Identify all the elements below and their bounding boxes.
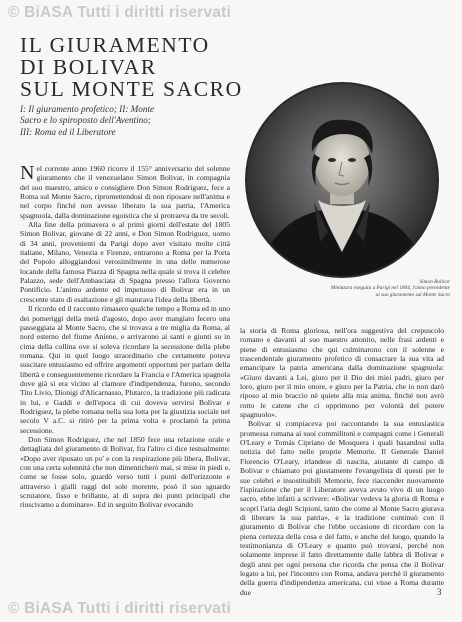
subtitle-line: I: Il giuramento profetico; II: Monte (20, 104, 155, 114)
paragraph: Alla fine della primavera o al primi giorni dell'estate del 1805 Simon Bolivar, giovane di 22 anni, e Don Simon Rodriguez, uomo di 34 anni, provenienti da Parigi dopo aver visitato molte città italiane, Milano, Venezia e Firenze, entrarono a Roma per la Porta del Popolo alloggiandosi verosimilmente in una delle numerose locande della famosa Piazza di Spagna nella quale si trova il celebre Palazzo, sede dell'Ambasciata di Spagna presso l'allora Governo Pontificio. L'animo ardente ed impetuoso di Bolivar era in un crescente stato di esaltazione e gli maturava l'idea della libertà. (20, 220, 230, 304)
subtitle-line: III: Roma ed il Liberatore (20, 126, 116, 137)
drop-cap: N (20, 162, 35, 184)
paragraph-text: el corrente anno 1960 ricorre il 155° anniversario del solenne giuramento che il venezuelano Simon Bolivar, in compagnia del suo maestro, amico e consigliere Don Simon Rodriguez, fece a Roma sul Monte Sacro, ripromettendosi di non riposare nell'anima e nel corpo finché non avesse liberato la sua patria, l'America spagnuola, dalla dominazione egoistica che si protraeva da tre secoli. (20, 164, 230, 220)
portrait-miniature-image (244, 82, 440, 278)
article-column-right (240, 326, 444, 597)
title-line: IL GIURAMENTO (20, 33, 210, 57)
caption-line: Miniatura eseguita a Parigi nel 1804, l'anno precedente (330, 285, 450, 292)
article-title (20, 33, 243, 101)
page-number: 3 (437, 587, 442, 597)
paragraph: Bolivar si compiaceva poi raccontando la sua entusiastica promessa romana ai suoi commilitoni e compagni come i Generali O'Leary e Tomás Cipriano de Mosquera i quali basandosi sulla notizia del fatto nelle proprie Memorie. Il Generale Daniel Florencio O'Leary, irlandese di nascita, aiutante di campo di Bolivar e chiamato poi giustamente l'evangelista di questi per le sue celebri e insostituibili Memorie, fece riaccender nuovamente l'ispirazione che per il Liberatore aveva avuto vivo di un luogo sacro, ebbe infatti a scrivere: «Bolivar vedeva la gloria di Roma e scoprì l'aria degli Scipioni, tanto che come al Monte Sacro giurava di liberare la sua patria», e la tradizione continuò con il giuramento di Bolivar che l'ebbe occasione di ricordare con la piena certezza della cosa e del fatto, e anche del luogo, quando la testimonianza di O'Leary e quanto può trovarsi, perché non solamente imprese il fatto direttamente dalle labbra di Bolivar e degli anni per ogni persona che ricorda che pensa che il Bolivar legato a lui, per l'incontro con Roma, andava perché il giuramento della guerra d'indipendenza americana, cui visse a Roma durante due (240, 419, 444, 597)
subtitle-line: Sacro e lo spiroposto dell'Aventino; (20, 115, 151, 126)
article-subtitle (20, 104, 232, 138)
article-column-left (20, 164, 230, 592)
caption-line: Simon Bolivar (419, 279, 450, 285)
title-line: SUL MONTE SACRO (20, 77, 243, 101)
paragraph (20, 164, 230, 220)
portrait-caption (240, 279, 450, 298)
paragraph: Don Simon Rodriguez, che nel 1850 fece una relazione orale e dettagliata del giuramento di Bolivar, fra l'altro ci dice testualmente: «Dopo aver riposato un po' e con la respirazione più libera, Bolivar, con una certa solennità che non dimenticherò mai, si mise in piedi e, come se fosse solo, guardò verso tutti i punti dell'orizzonte e attraverso i gialli raggi del sole morente, posò il suo sguardo scrutatore, fisso e brillante, al di sopra dei punti principali che riuscivamo a dominare». Ed in seguito Bolivar evocando (20, 434, 230, 510)
paragraph: la storia di Roma gloriosa, nell'ora suggestiva del crepuscolo romano e davanti al suo maestro attonito, nelle frasi ardenti e piene di entusiasmo che qui culminarono con il solenne e trascendentale giuramento profetico di consacrare la sua vita ad emancipare la patria americana dalla dominazione spagnuola: «Giuro davanti a Lei, giuro per il Dio dei miei padri, giuro per loro, giuro per il mio onore, e giuro per la Patria, che io non darò riposo al mio braccio né quiete alla mia anima, finché non avrò rotto le catene che ci opprimono per volontà del potere spagnuolo». (240, 326, 444, 420)
title-line: DI BOLIVAR (20, 55, 157, 79)
watermark-top: © BiASA Tutti i diritti riservati (8, 4, 231, 21)
watermark-bottom: © BiASA Tutti i diritti riservati (8, 600, 231, 617)
paragraph: Il ricordo ed il racconto rimasero qualche tempo a Roma ed in uno dei pomeriggi della metà d'agosto, dopo aver mangiato fecero una passeggiata al Monte Sacro, che si trovava a tre miglia da Roma, al nord esterno del fiume Aniene, e arrivarono ai santi e giunti su in cima della collina ove si soleva ricordare la secessione della plebe romana. Qui in quel luogo straordinario che certamente poteva suscitare entusiasmo ed offrire argomenti opportuni per parlare della libertà e conseguentemente ricordare la Francia e l'America spagnola dove già si era vicino al clamore d'indipendenza, furono, secondo Tito Livio, Dionigi d'Alicarnasso, Plutarco, la tradizione più radicata in lui, e Gaddi e dell'epoca di cui doveva servirsi Bolivar e Rodriguez, la plebe romana nella sua lotta per la giustizia sociale nel secolo V a.C. si ritirò per la prima volta e proclamò la prima secessione. (20, 304, 231, 435)
caption-line: al suo giuramento sul Monte Sacro (375, 291, 450, 298)
bolivar-portrait (244, 82, 440, 278)
